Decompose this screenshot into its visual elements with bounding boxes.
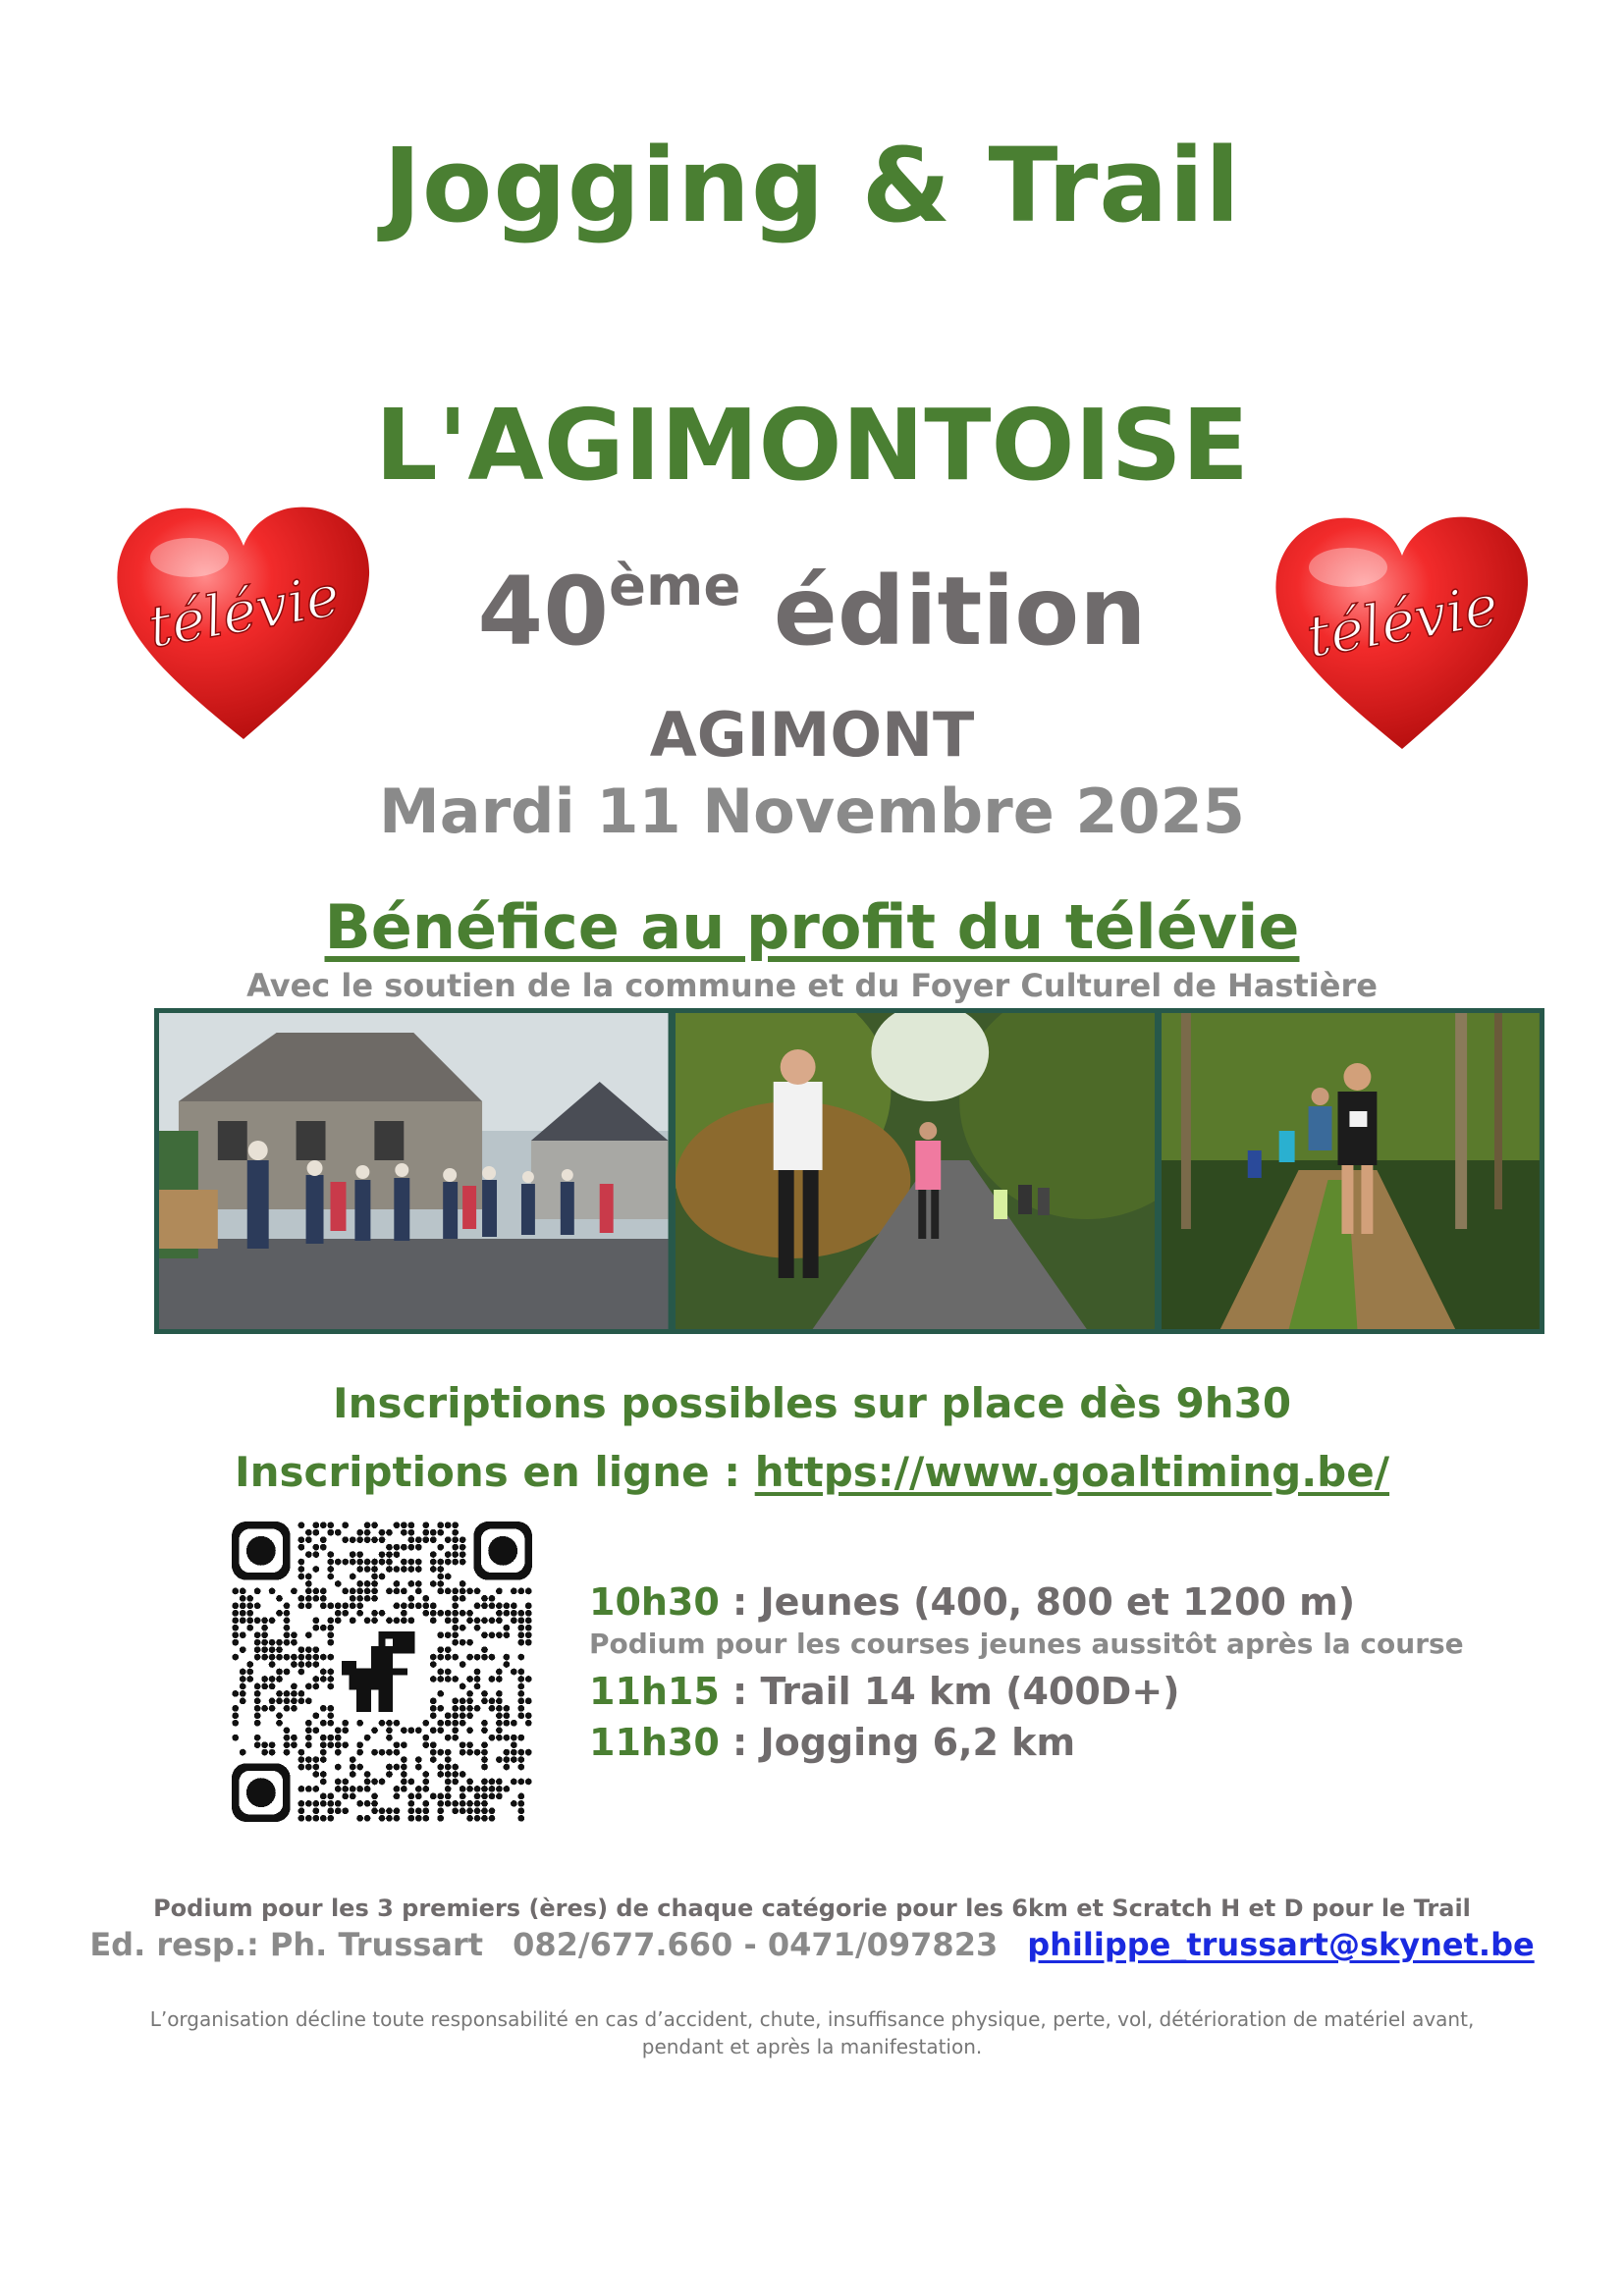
support-line: Avec le soutien de la commune et du Foyer Culturel de Hastière — [246, 967, 1378, 1004]
edition-suffix: ème — [609, 555, 741, 618]
registration-link[interactable]: https://www.goaltiming.be/ — [754, 1448, 1390, 1496]
phone-numbers: 082/677.660 - 0471/097823 — [513, 1926, 999, 1963]
photo-village-start — [159, 1013, 669, 1329]
contact-line — [0, 1926, 1624, 1963]
podium-note: Podium pour les 3 premiers (ères) de chaque catégorie pour les 6km et Scratch H et D pour le Trail — [153, 1895, 1471, 1922]
youth-podium-note: Podium pour les courses jeunes aussitôt après la course — [589, 1628, 1464, 1660]
event-date: Mardi 11 Novembre 2025 — [379, 775, 1245, 847]
email-link[interactable]: philippe_trussart@skynet.be — [1027, 1926, 1535, 1963]
registration-qr-code[interactable] — [232, 1522, 532, 1822]
poster-title: Jogging & Trail — [383, 126, 1241, 245]
photo-trail-runners — [1162, 1013, 1540, 1329]
disclaimer: L’organisation décline toute responsabilité en cas d’accident, chute, insuffisance physique, perte, vol, détérioration de matériel avant, pendant et après la manifestation. — [149, 2007, 1475, 2058]
event-name: L'AGIMONTOISE — [375, 388, 1249, 503]
televie-heart-logo-right — [1265, 508, 1540, 754]
race-schedule — [589, 1580, 1571, 1772]
televie-heart-logo-left — [106, 499, 381, 744]
online-registration-label: Inscriptions en ligne : — [234, 1448, 755, 1496]
onsite-registration: Inscriptions possibles sur place dès 9h30 — [332, 1379, 1292, 1427]
photo-strip — [154, 1008, 1544, 1334]
responsible-editor: Ed. resp.: Ph. Trussart — [89, 1926, 484, 1963]
edition-number: 40 — [477, 557, 610, 667]
schedule-item-youth: 10h30 : Jeunes (400, 800 et 1200 m) — [589, 1580, 1356, 1624]
online-registration — [0, 1448, 1624, 1496]
photo-road-runners — [676, 1013, 1156, 1329]
event-town: AGIMONT — [649, 699, 975, 771]
schedule-item-jogging: 11h30 : Jogging 6,2 km — [589, 1721, 1076, 1764]
televie-logo-text-left: télévie — [142, 561, 345, 662]
schedule-item-trail: 11h15 : Trail 14 km (400D+) — [589, 1670, 1180, 1713]
televie-logo-text-right: télévie — [1301, 571, 1503, 671]
benefit-title: Bénéfice au profit du télévie — [324, 891, 1300, 963]
edition-word: édition — [773, 557, 1147, 667]
